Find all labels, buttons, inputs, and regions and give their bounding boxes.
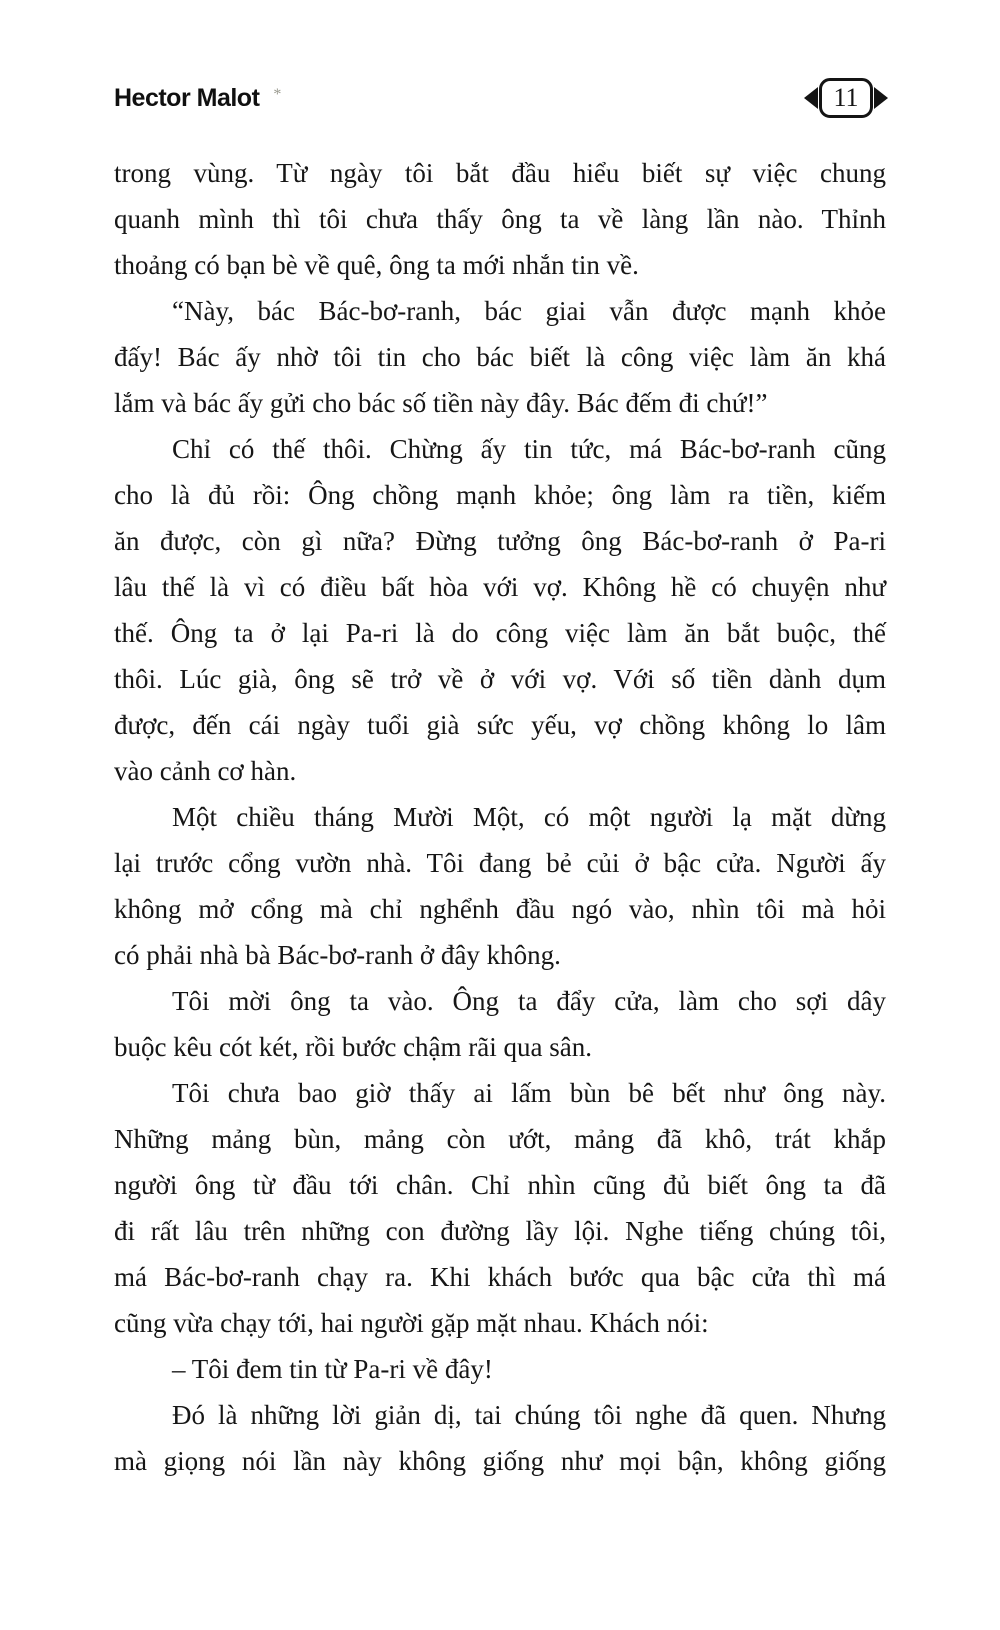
next-page-icon[interactable] [874,87,888,109]
author-name: Hector Malot [114,83,260,112]
text-line: có phải nhà bà Bác-bơ-ranh ở đây không. [114,940,561,970]
text-line: thoảng có bạn bè về quê, ông ta mới nhắn tin về. [114,250,639,280]
smudge-mark: * [273,86,282,104]
text-line: đấy! Bác ấy nhờ tôi tin cho bác biết là công việc làm ăn khá [114,342,886,372]
text-line: không mở cổng mà chỉ nghểnh đầu ngó vào, nhìn tôi mà hỏi [114,894,886,924]
text-line: thôi. Lúc già, ông sẽ trở về ở với vợ. Với số tiền dành dụm [114,664,886,694]
text-line: mà giọng nói lần này không giống như mọi bận, không giống [114,1446,886,1476]
text-line: quanh mình thì tôi chưa thấy ông ta về làng lần nào. Thỉnh [114,204,886,234]
text-line: Những mảng bùn, mảng còn ướt, mảng đã khô, trát khắp [114,1124,886,1154]
text-line: – Tôi đem tin từ Pa-ri về đây! [172,1354,493,1384]
text-line: cũng vừa chạy tới, hai người gặp mặt nhau. Khách nói: [114,1308,709,1338]
author-block [114,84,281,113]
text-line: lâu thế là vì có điều bất hòa với vợ. Không hề có chuyện như [114,572,886,602]
text-line: trong vùng. Từ ngày tôi bắt đầu hiểu biết sự việc chung [114,158,886,188]
page-body [114,150,886,1484]
text-line: thế. Ông ta ở lại Pa-ri là do công việc làm ăn bắt buộc, thế [114,618,886,648]
text-line: Đó là những lời giản dị, tai chúng tôi nghe đã quen. Nhưng [172,1400,886,1430]
page-navigation [804,78,888,118]
text-line: má Bác-bơ-ranh chạy ra. Khi khách bước qua bậc cửa thì má [114,1262,886,1292]
prev-page-icon[interactable] [804,87,818,109]
text-line: đi rất lâu trên những con đường lầy lội. Nghe tiếng chúng tôi, [114,1216,886,1246]
text-line: lắm và bác ấy gửi cho bác số tiền này đây. Bác đếm đi chứ!” [114,388,768,418]
page-header [114,74,888,122]
text-line: “Này, bác Bác-bơ-ranh, bác giai vẫn được mạnh khỏe [172,296,886,326]
text-line: Tôi chưa bao giờ thấy ai lấm bùn bê bết như ông này. [172,1078,886,1108]
page-number-badge [819,78,873,118]
text-line: cho là đủ rồi: Ông chồng mạnh khỏe; ông làm ra tiền, kiếm [114,480,886,510]
page-number: 11 [833,83,859,112]
text-line: Một chiều tháng Mười Một, có một người lạ mặt dừng [172,802,886,832]
text-line: vào cảnh cơ hàn. [114,756,297,786]
text-line: Tôi mời ông ta vào. Ông ta đẩy cửa, làm cho sợi dây [172,986,886,1016]
text-line: ăn được, còn gì nữa? Đừng tưởng ông Bác-bơ-ranh ở Pa-ri [114,526,886,556]
text-line: người ông từ đầu tới chân. Chỉ nhìn cũng đủ biết ông ta đã [114,1170,886,1200]
text-line: buộc kêu cót két, rồi bước chậm rãi qua sân. [114,1032,592,1062]
text-line: lại trước cổng vườn nhà. Tôi đang bẻ củi ở bậc cửa. Người ấy [114,848,886,878]
text-line: Chỉ có thế thôi. Chừng ấy tin tức, má Bác-bơ-ranh cũng [172,434,886,464]
text-line: được, đến cái ngày tuổi già sức yếu, vợ chồng không lo lâm [114,710,886,740]
